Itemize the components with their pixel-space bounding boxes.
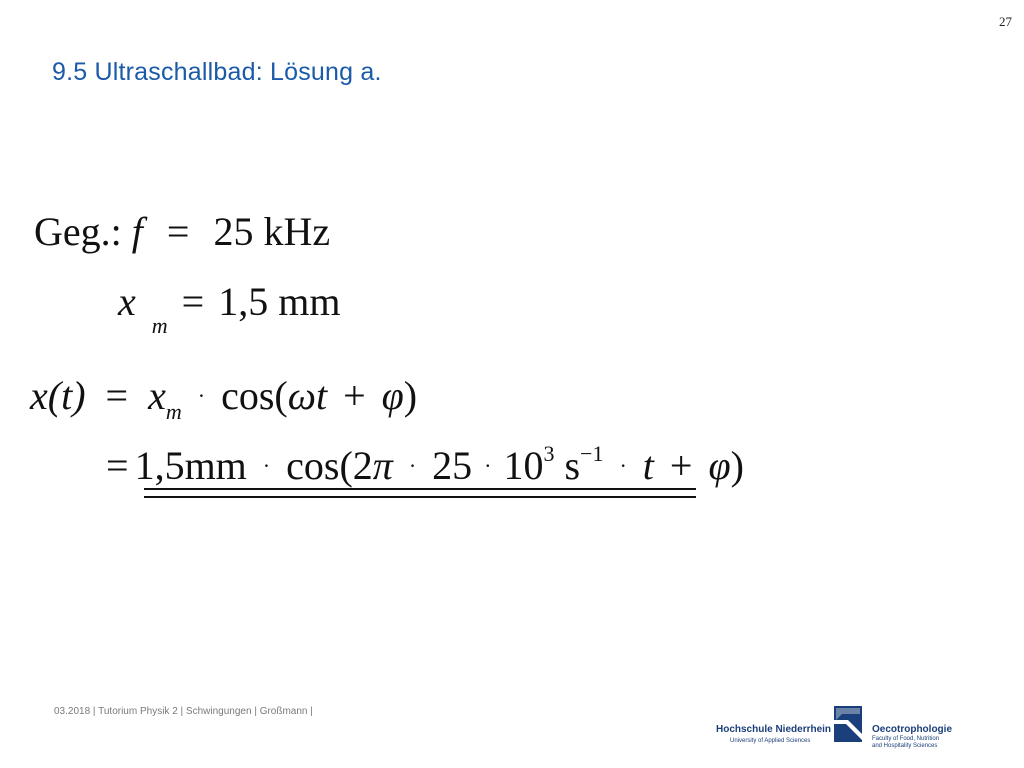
equals-sign: =	[181, 279, 205, 324]
result-double-underline	[144, 488, 696, 498]
exponent-3: 3	[543, 441, 555, 466]
given-frequency	[34, 208, 330, 255]
pi-symbol: π	[372, 443, 393, 488]
multiply-dot: ·	[619, 453, 627, 478]
plus-sign: +	[669, 443, 693, 488]
omega-t: ωt	[287, 373, 328, 418]
multiply-dot: ·	[408, 453, 417, 478]
cos-function: cos(2	[286, 443, 373, 488]
amplitude-value: 1,5 mm	[218, 279, 341, 324]
multiply-dot: ·	[484, 453, 492, 478]
equals-sign: =	[166, 209, 190, 254]
multiply-dot: ·	[197, 383, 206, 408]
given-label: Geg.:	[34, 209, 122, 254]
exponent-minus-1: −1	[580, 441, 604, 466]
amplitude-subscript: m	[151, 313, 168, 338]
oscillation-equation	[30, 372, 418, 424]
frequency-symbol: f	[131, 209, 143, 254]
footer-text: 03.2018 | Tutorium Physik 2 | Schwingungen | Großmann |	[54, 706, 313, 717]
phase-symbol: φ	[381, 373, 404, 418]
amplitude-subscript: m	[165, 399, 182, 424]
university-subtitle: University of Applied Sciences	[730, 738, 811, 744]
result-amplitude: 1,5mm	[134, 443, 247, 488]
frequency-value: 25 kHz	[213, 209, 331, 254]
page-number: 27	[999, 14, 1012, 29]
time-symbol: t	[642, 443, 654, 488]
logo-area	[712, 700, 972, 756]
multiply-dot: ·	[262, 453, 271, 478]
department-subtitle: Faculty of Food, Nutrition and Hospitality Sciences	[872, 736, 940, 749]
amplitude-symbol: x	[148, 373, 166, 418]
close-paren: )	[730, 443, 744, 488]
given-amplitude	[118, 278, 341, 338]
equals-sign: =	[105, 373, 129, 418]
slide-title: 9.5 Ultraschallbad: Lösung a.	[52, 58, 382, 86]
oscillation-result	[106, 442, 744, 489]
factor-25: 25	[432, 443, 473, 488]
unit-seconds: s	[564, 443, 581, 488]
displacement-function: x(t)	[30, 373, 86, 418]
amplitude-symbol: x	[118, 279, 136, 324]
phase-symbol: φ	[708, 443, 731, 488]
equals-sign: =	[106, 443, 129, 488]
university-logo-icon	[832, 704, 864, 744]
university-name: Hochschule Niederrhein	[716, 724, 832, 735]
cos-function: cos(	[221, 373, 288, 418]
close-paren: )	[403, 373, 418, 418]
factor-10: 10	[503, 443, 544, 488]
department-name: Oecotrophologie	[872, 724, 952, 735]
plus-sign: +	[343, 373, 366, 418]
